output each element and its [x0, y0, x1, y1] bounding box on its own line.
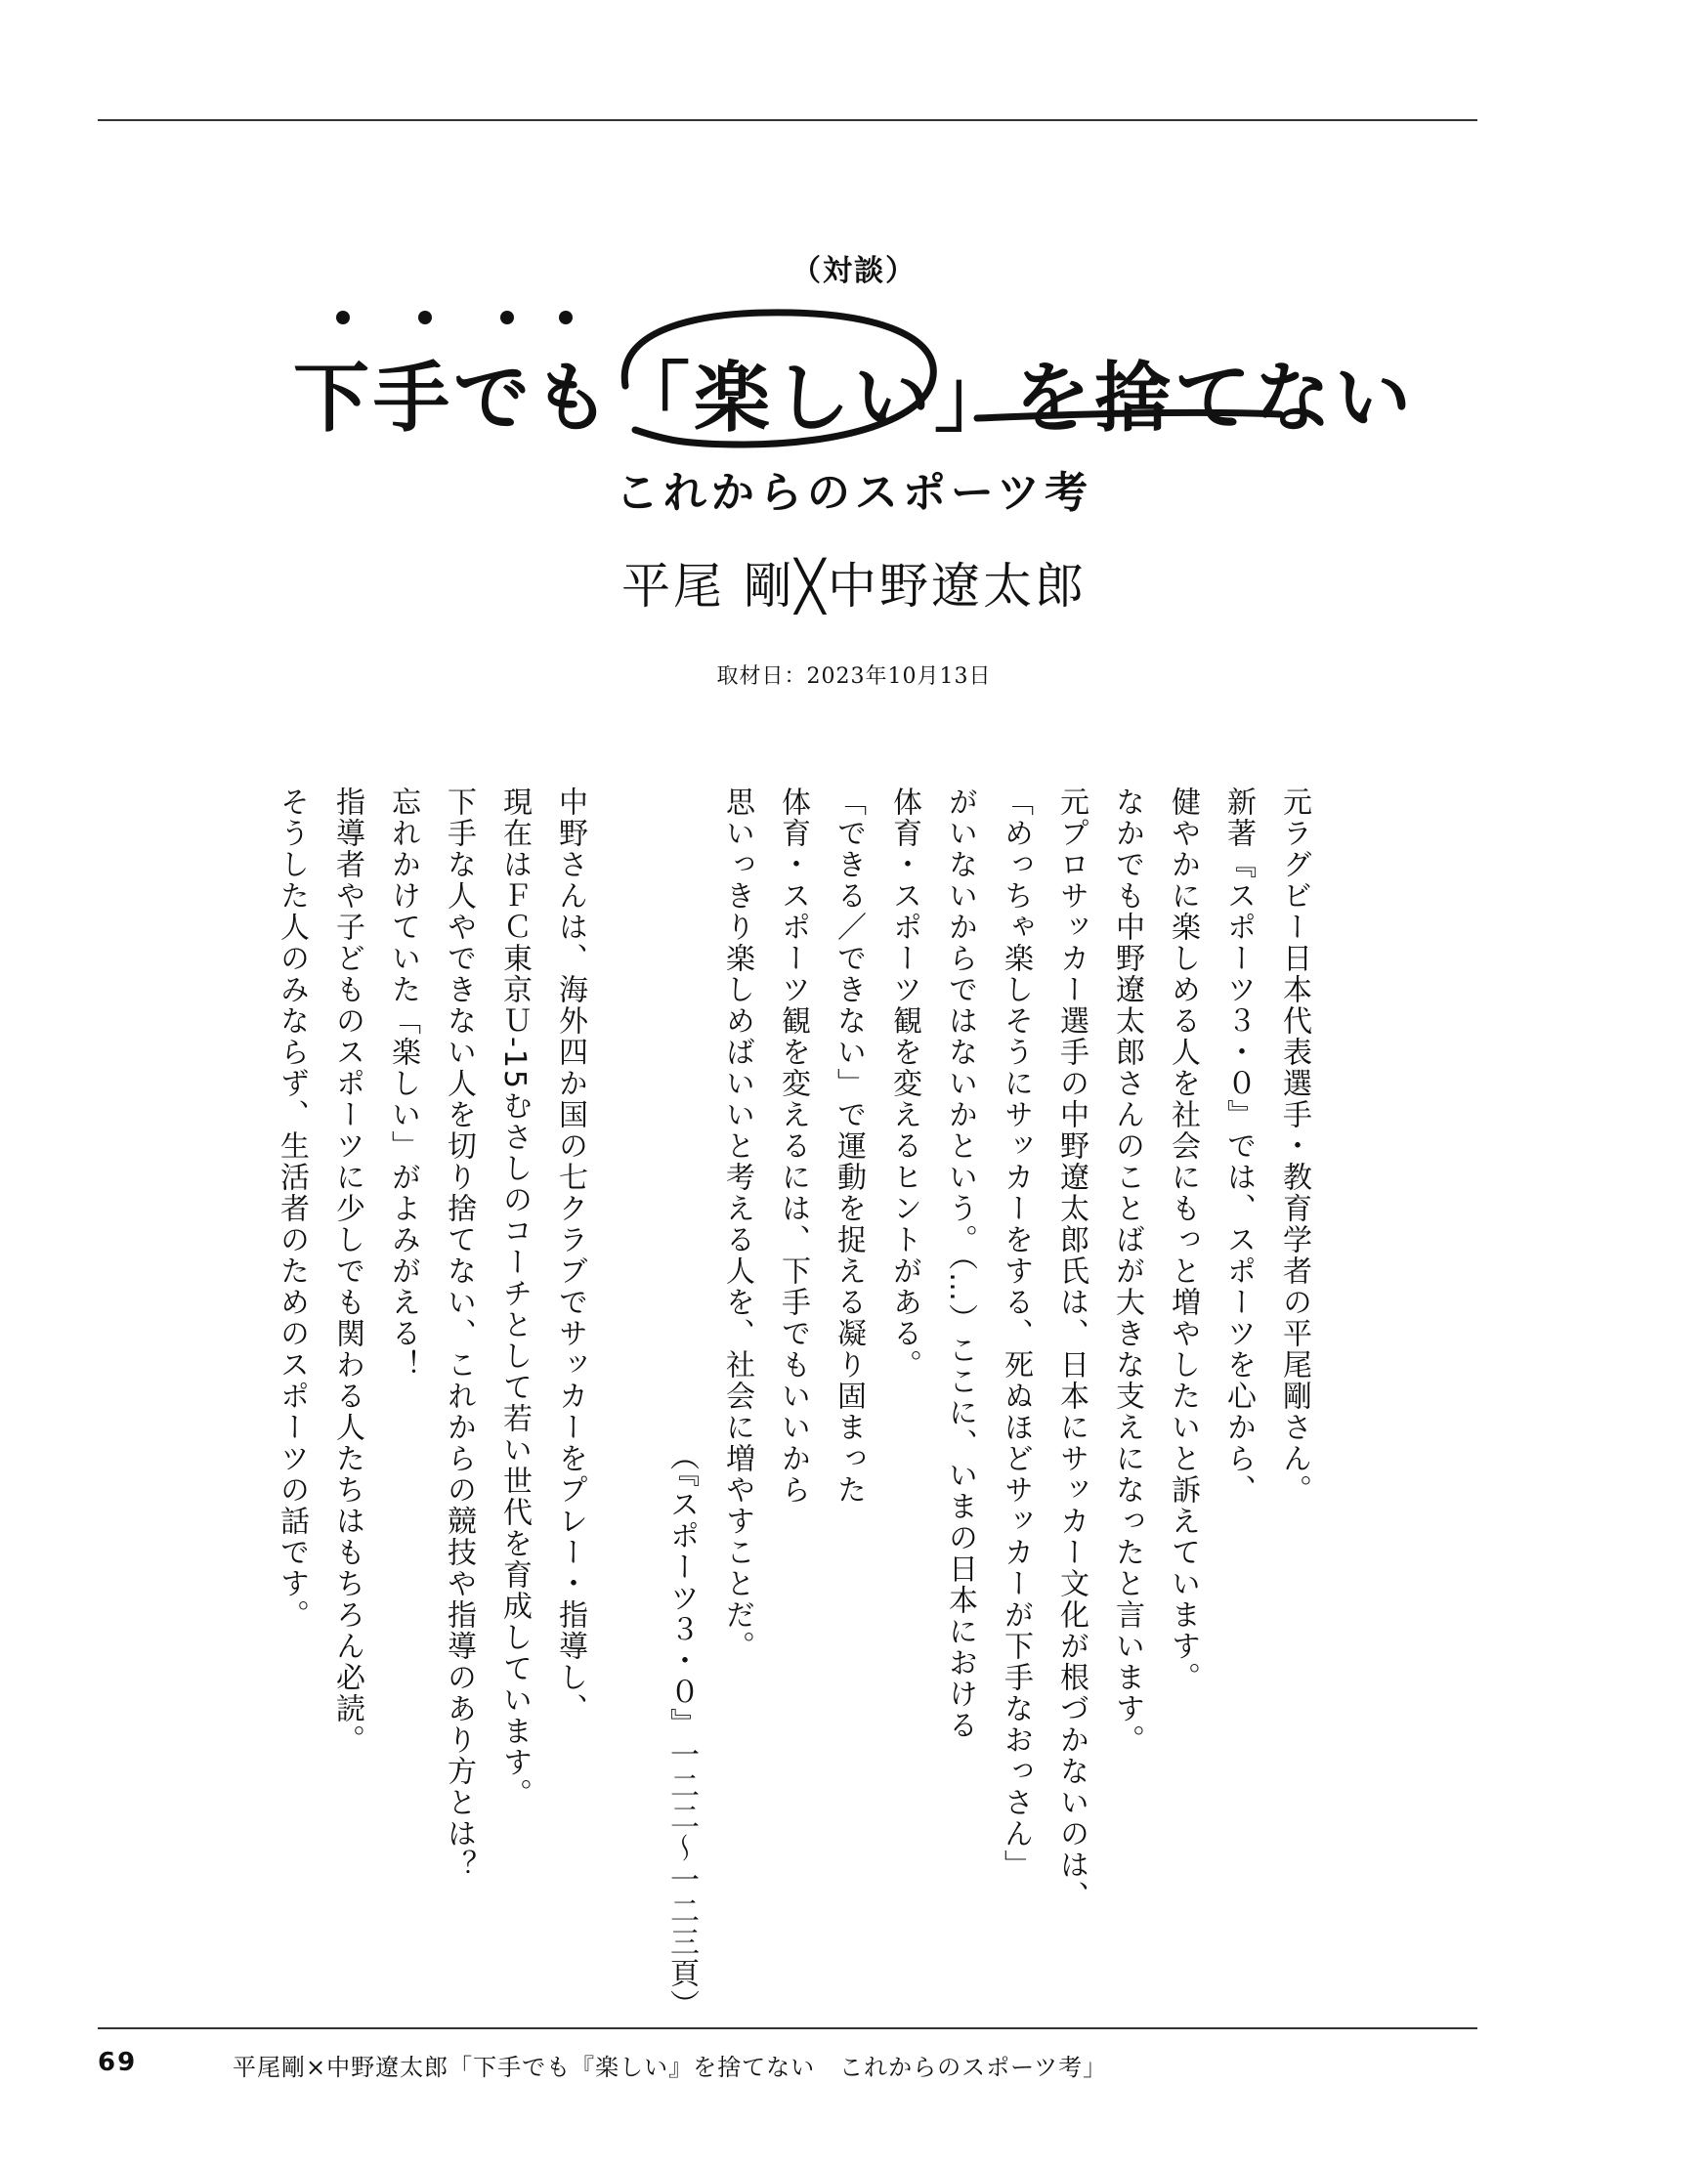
page-number: 69 [98, 2048, 138, 2077]
page-subtitle: これからのスポーツ考 [615, 468, 1093, 518]
title-part-2: を [1014, 355, 1095, 443]
page-title [0, 337, 1708, 447]
body-line: 中野さんは、海外四か国の七クラブでサッカーをプレー・指導し、 [553, 787, 587, 1724]
title-highlight: 「楽しい」 [613, 355, 1014, 443]
article-kicker: （対談） [791, 254, 917, 288]
body-line: 健やかに楽しめる人を社会にもっと増やしたいと訴えています。 [1166, 787, 1200, 1693]
emphasis-dot [500, 311, 514, 324]
intro-paragraph [1099, 787, 1322, 1959]
quote-line: がいないからではないかという。（…）ここに、いまの日本における [943, 787, 977, 1741]
article-body [208, 787, 1322, 2020]
body-line: 指導者や子どものスポーツに少しでも関わる人たちはもちろん必読。 [330, 787, 364, 1756]
quote-line: 元プロサッカー選手の中野遼太郎氏は、日本にサッカー文化が根づかないのは、 [1054, 787, 1089, 1912]
quote-line: 「めっちゃ楽しそうにサッカーをする、死ぬほどサッカーが下手なおっさん」 [999, 787, 1033, 1881]
running-title: 平尾剛×中野遼太郎「下手でも『楽しい』を捨てない これからのスポーツ考」 [233, 2054, 1108, 2081]
body-line: 元ラグビー日本代表選手・教育学者の平尾剛さん。 [1277, 787, 1311, 1506]
body-line: 現在はＦＣ東京Ｕ-15むさしのコーチとして若い世代を育成しています。 [497, 787, 532, 1809]
cross-icon: ╳ [794, 558, 828, 615]
quote-citation: （『スポーツ３・０』一二二〜一二三頁） [664, 1441, 699, 2020]
body-line: 下手な人やできない人を切り捨てない、これからの競技や指導のあり方とは？ [442, 787, 476, 1881]
author-hirao: 平尾 剛 [620, 558, 795, 615]
emphasis-dot [336, 311, 350, 324]
author-nakano: 中野遼太郎 [828, 558, 1087, 615]
author-line [0, 547, 1708, 617]
body-line: 新著『スポーツ３・０』では、スポーツを心から、 [1221, 787, 1256, 1506]
body-line: なかでも中野遼太郎さんのことばが大きな支えになったと言います。 [1110, 787, 1144, 1756]
body-line: そうした人のみならず、生活者のためのスポーツの話です。 [275, 787, 309, 1631]
emphasis-dots [332, 311, 586, 340]
quote-line: 体育・スポーツ観を変えるには、下手でもいいから [776, 787, 810, 1506]
quote-line: 思いっきり楽しめばいいと考える人を、社会に増やすことだ。 [720, 787, 754, 1662]
bottom-rule [98, 2027, 1477, 2029]
closing-paragraph [264, 787, 598, 1959]
emphasis-dot [559, 311, 573, 324]
quote-line: 体育・スポーツ観を変えるヒントがある。 [887, 787, 921, 1381]
title-part-3: 捨てない [1094, 355, 1416, 443]
quote-line: 「できる／できない」で運動を捉える凝り固まった [832, 787, 866, 1506]
top-rule [98, 119, 1477, 121]
title-part-1: 下手でも [292, 355, 614, 443]
interview-date: 取材日：2023年10月13日 [716, 664, 992, 689]
book-quote [654, 787, 1099, 2020]
emphasis-dot [418, 311, 432, 324]
body-line: 忘れかけていた「楽しい」がよみがえる！ [386, 787, 420, 1381]
